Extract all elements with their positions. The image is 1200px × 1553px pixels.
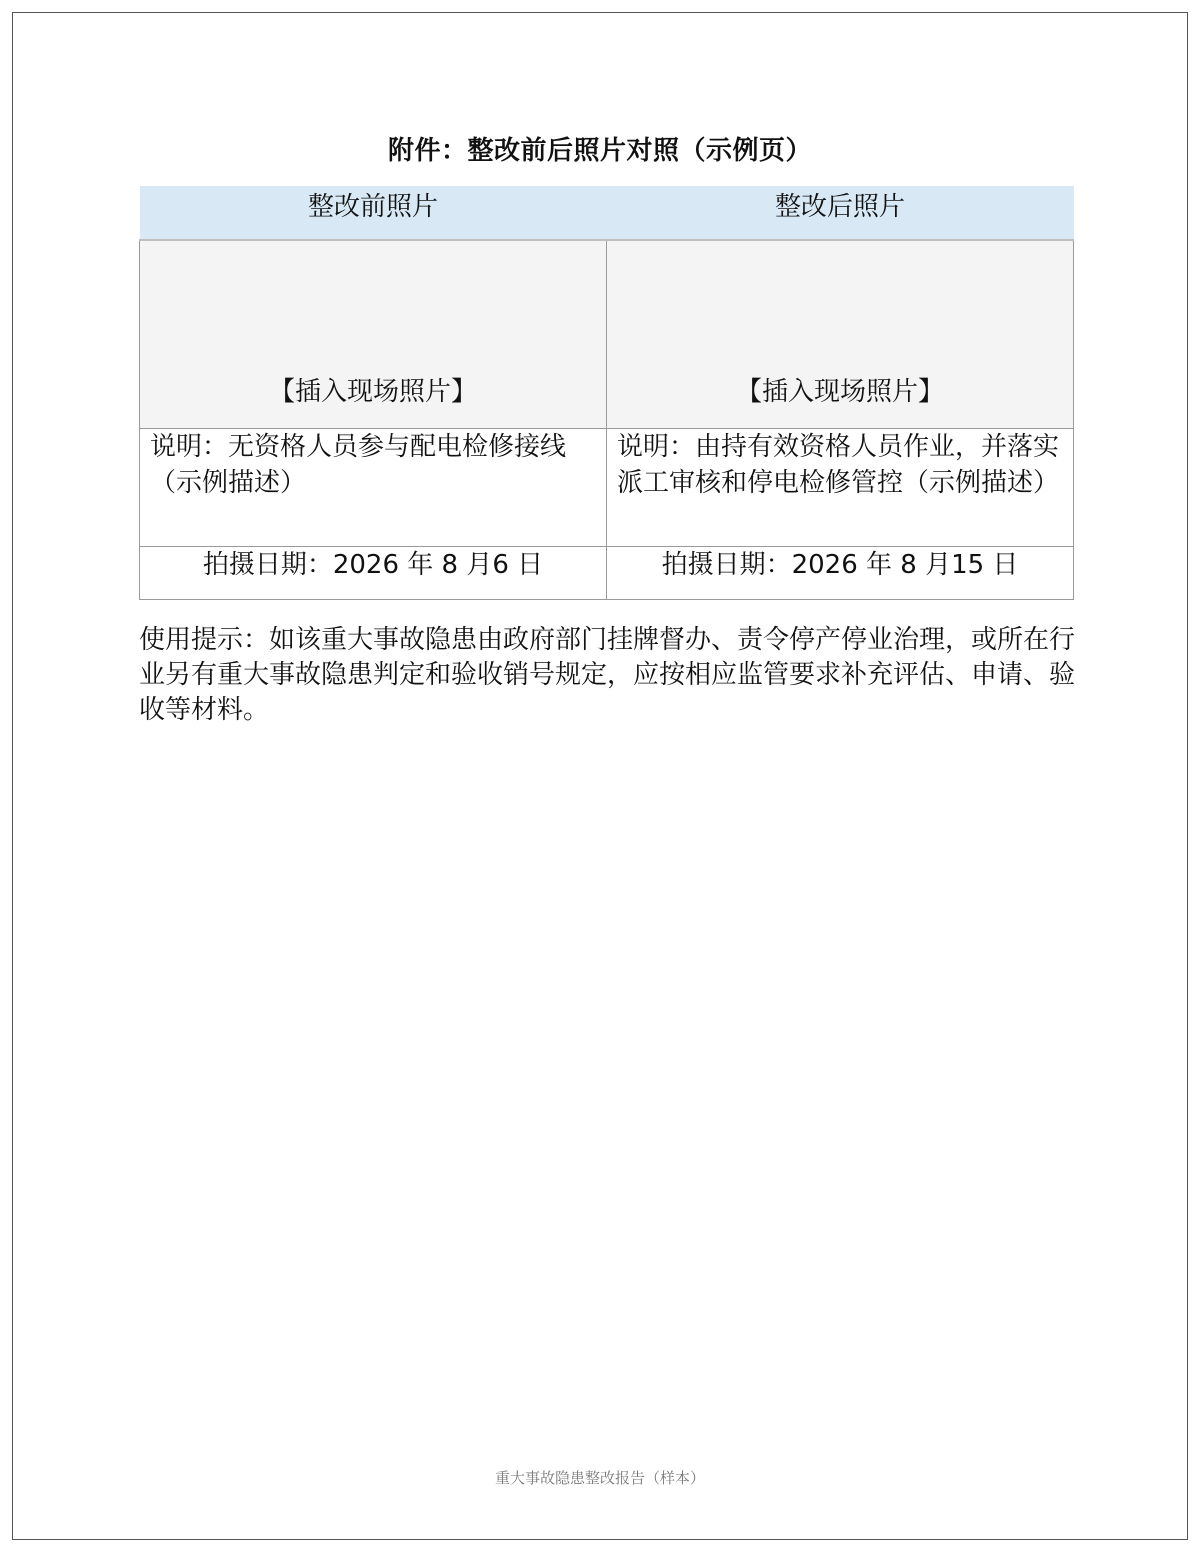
before-photo-date: 拍摄日期：2026 年 8 月6 日	[140, 547, 607, 600]
photo-row	[140, 240, 1074, 429]
usage-note: 使用提示：如该重大事故隐患由政府部门挂牌督办、责令停产停业治理，或所在行业另有重大事故隐患判定和验收销号规定，应按相应监管要求补充评估、申请、验收等材料。	[139, 625, 1076, 725]
header-after-photo: 整改后照片	[607, 186, 1074, 240]
date-row	[140, 547, 1074, 600]
before-description: 说明：无资格人员参与配电检修接线（示例描述）	[140, 429, 607, 547]
before-photo-placeholder	[140, 240, 607, 429]
after-photo-placeholder	[607, 240, 1074, 429]
table-header-row	[140, 186, 1074, 240]
document-title: 附件：整改前后照片对照（示例页）	[387, 136, 812, 166]
description-row	[140, 429, 1074, 547]
page-footer: 重大事故隐患整改报告（样本）	[494, 1469, 705, 1487]
after-photo-label: 【插入现场照片】	[735, 377, 944, 407]
before-photo-label: 【插入现场照片】	[268, 377, 477, 407]
after-description: 说明：由持有效资格人员作业，并落实派工审核和停电检修管控（示例描述）	[607, 429, 1074, 547]
photo-comparison-table	[139, 186, 1074, 600]
header-before-photo: 整改前照片	[140, 186, 607, 240]
after-photo-date: 拍摄日期：2026 年 8 月15 日	[607, 547, 1074, 600]
